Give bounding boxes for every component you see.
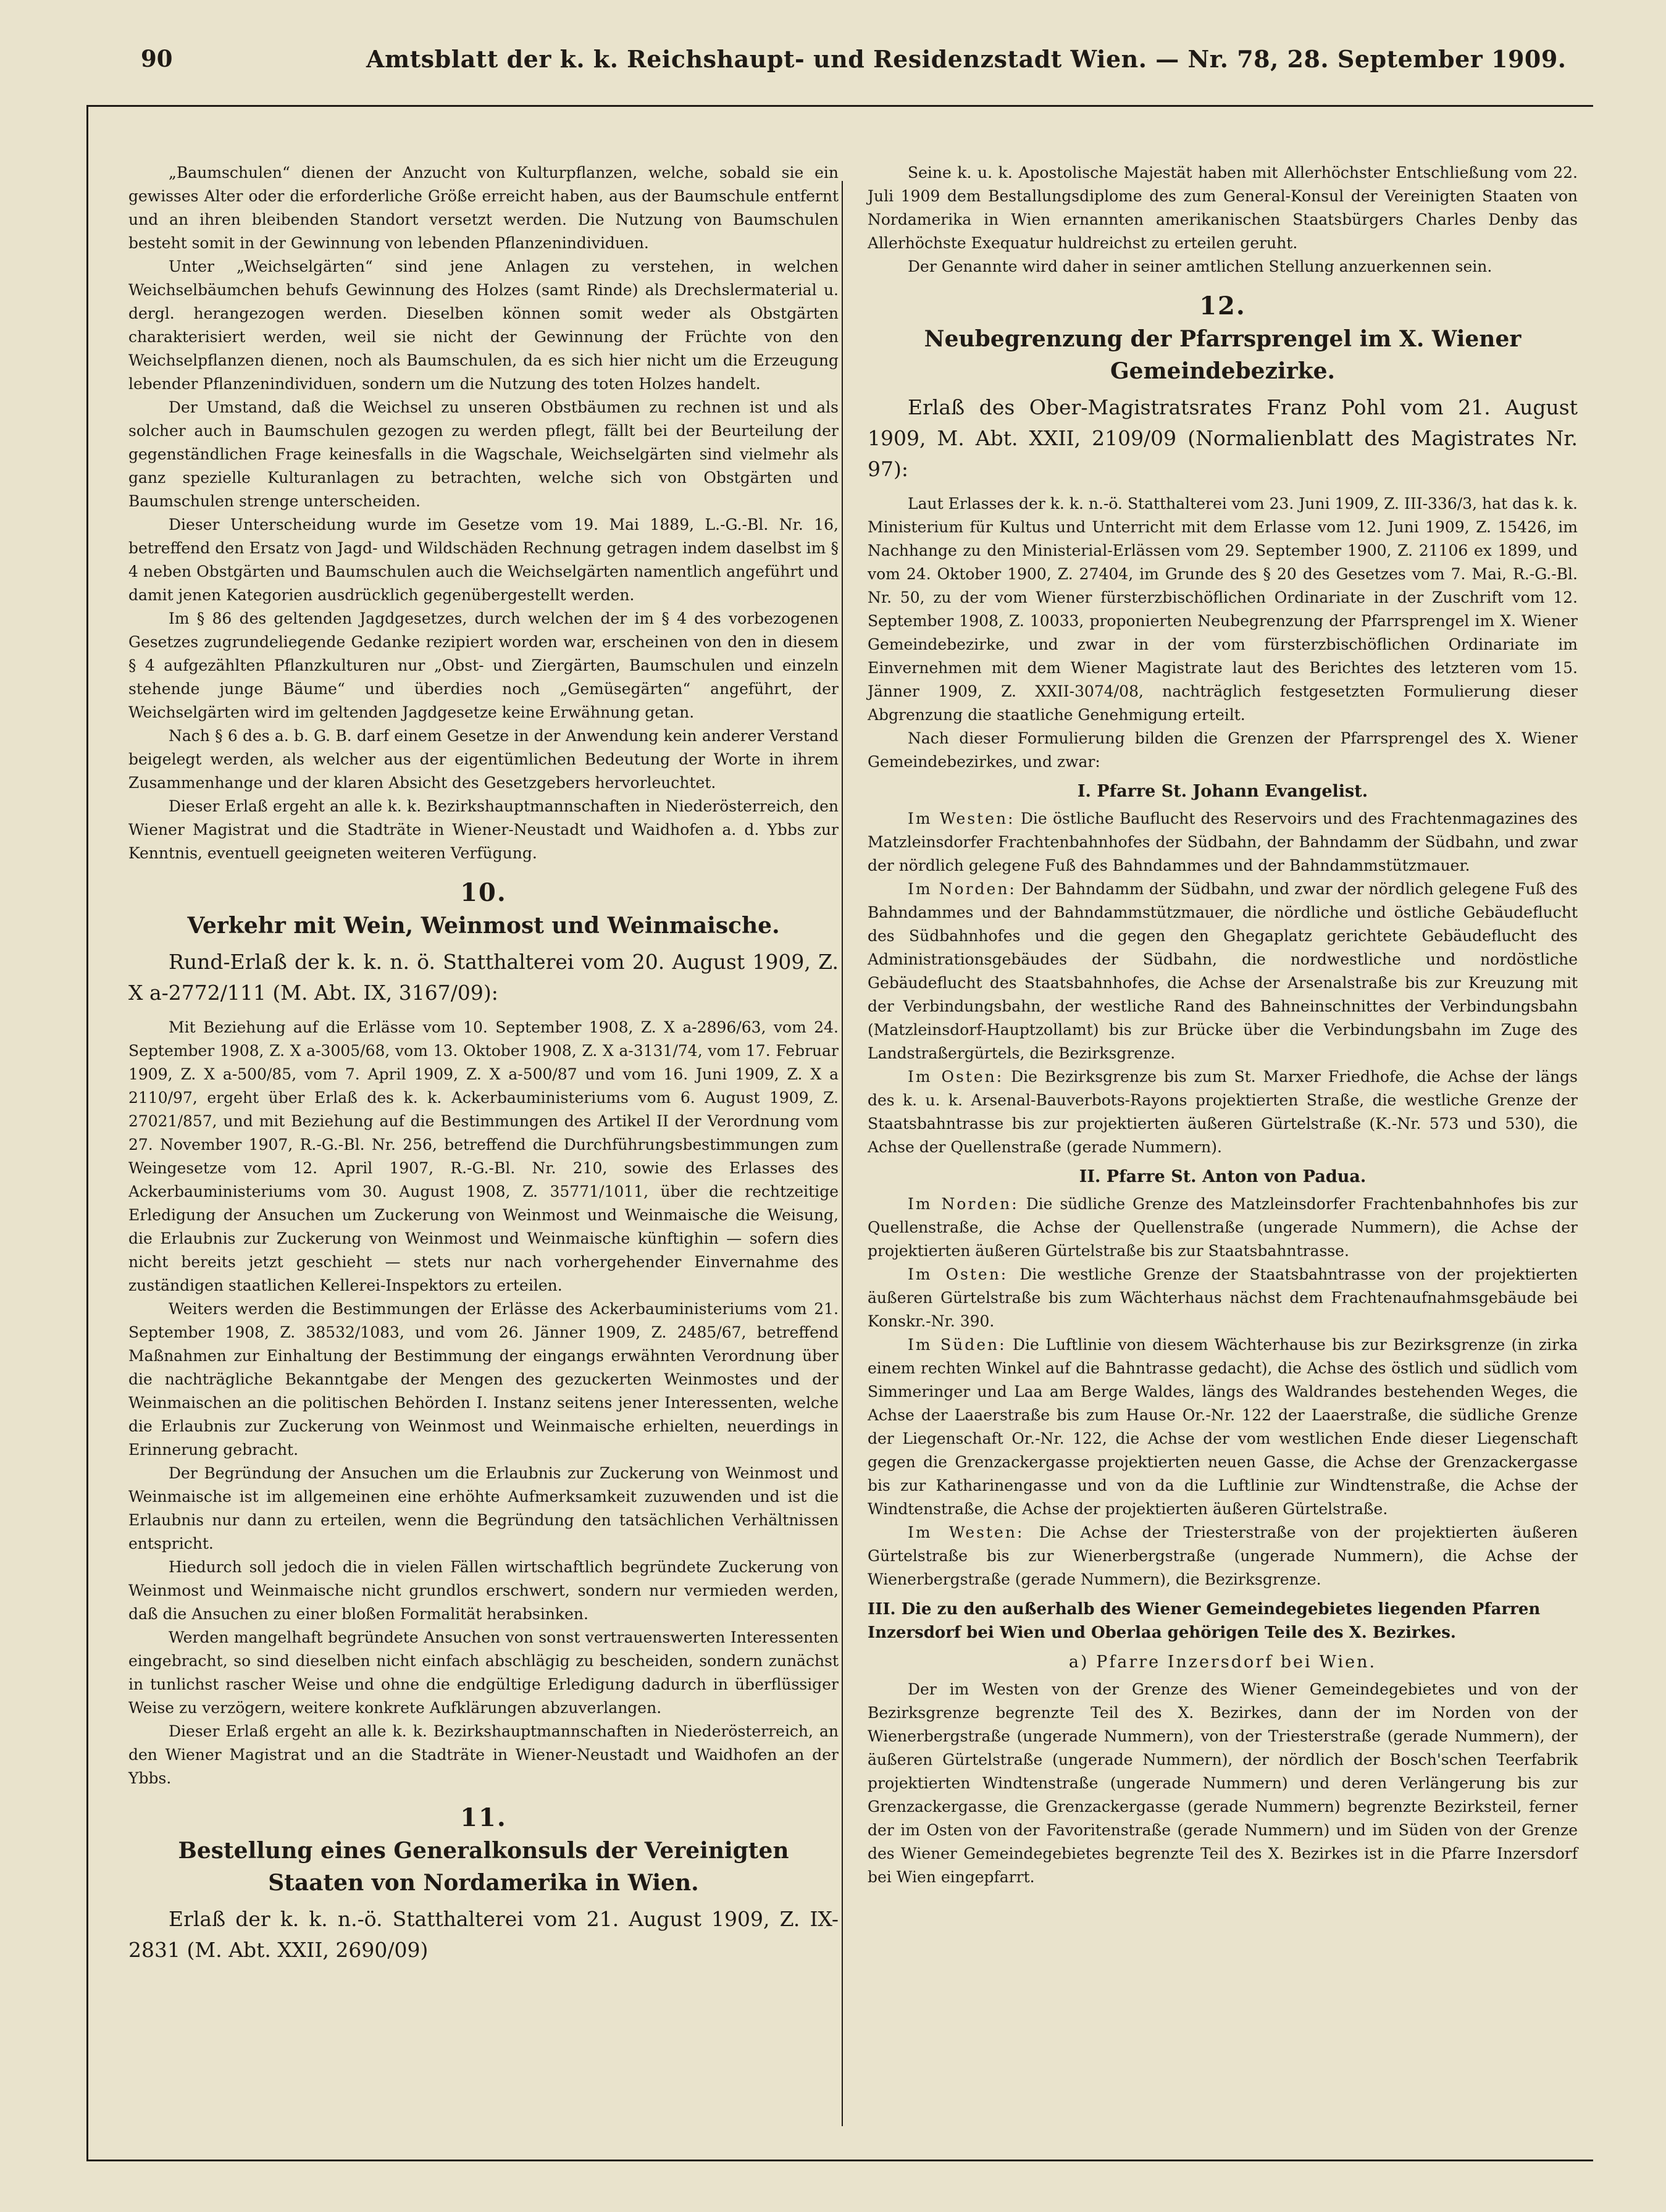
paragraph: Nach § 6 des a. b. G. B. darf einem Gesetze in der Anwendung kein anderer Verstand beigelegt werden, als welcher aus der eigentümlichen Bedeutung der Worte in ihrem Zusammenhange und der klaren Absicht des Gesetzgebers hervorleuchtet.: [128, 727, 839, 792]
boundary-text: Die Achse der Triesterstraße von der projektierten äußeren Gürtelstraße bis zur Wienerbergstraße (ungerade Nummern), die Achse der Wienerbergstraße (gerade Nummern), die Bezirksgrenze.: [868, 1523, 1578, 1588]
section-title: Neubegrenzung der Pfarrsprengel im X. Wiener Gemeindebezirke.: [924, 326, 1522, 384]
boundary-paragraph: [868, 1065, 1578, 1159]
boundary-paragraph: [868, 807, 1578, 878]
section-number: 11.: [460, 1803, 507, 1832]
page-header: [88, 34, 1595, 71]
boundary-paragraph: [868, 1521, 1578, 1591]
paragraph: Der im Westen von der Grenze des Wiener Gemeindegebietes und von der Bezirksgrenze begrenzte Teil des X. Bezirkes, dann der im Norden von der Wienerbergstraße (ungerade Nummern), von der Triesterstraße (gerade Nummern), der äußeren Gürtelstraße (ungerade Nummern), der nördlich der Bosch'schen Teerfabrik projektierten Windtenstraße (ungerade Nummern) und deren Verlängerung bis zur Grenzackergasse, die Grenzackergasse (gerade Nummern) begrenzte Bezirksteil, ferner der im Osten von der Favoritenstraße (gerade Nummern) und im Süden von der Grenze des Wiener Gemeindegebietes begrenzte Teil des X. Bezirkes ist in die Pfarre Inzersdorf bei Wien eingepfarrt.: [868, 1680, 1578, 1886]
boundary-paragraph: [868, 1263, 1578, 1333]
direction-label: Im Westen:: [908, 1523, 1024, 1541]
boundary-text: Die westliche Grenze der Staatsbahntrasse von der projektierten äußeren Gürtelstraße bis zum Wächterhaus nächst dem Frachtenaufnahmsgebäude bei Konskr.-Nr. 390.: [868, 1265, 1578, 1330]
parish-heading: III. Die zu den außerhalb des Wiener Gemeindegebietes liegenden Pfarren Inzersdorf bei Wien und Oberlaa gehörigen Teile des X. Bezirkes.: [868, 1600, 1541, 1642]
parish-subheading: a) Pfarre Inzersdorf bei Wien.: [1068, 1653, 1377, 1672]
section-decree: Erlaß des Ober-Magistratsrates Franz Pohl vom 21. August 1909, M. Abt. XXII, 2109/09 (Normalienblatt des Magistrates Nr. 97):: [868, 395, 1578, 481]
parish-heading: II. Pfarre St. Anton von Padua.: [1079, 1167, 1367, 1186]
paragraph: Werden mangelhaft begründete Ansuchen von sonst vertrauenswerten Interessenten eingebracht, so sind dieselben nicht einfach abschlägig zu bescheiden, sondern zunächst in tunlichst rascher Weise und ohne die endgültige Erledigung dadurch in überflüssiger Weise zu verzögern, weitere konkrete Aufklärungen abzuverlangen.: [128, 1628, 839, 1717]
column-divider: [842, 181, 843, 2126]
boundary-paragraph: [868, 878, 1578, 1065]
paragraph: „Baumschulen“ dienen der Anzucht von Kulturpflanzen, welche, sobald sie ein gewisses Alter oder die erforderliche Größe erreicht haben, aus der Baumschule entfernt und an ihren bleibenden Standort versetzt werden. Die Nutzung von Baumschulen besteht somit in der Gewinnung von lebenden Pflanzenindividuen.: [128, 164, 839, 252]
paragraph: Der Umstand, daß die Weichsel zu unseren Obstbäumen zu rechnen ist und als solcher auch in Baumschulen gezogen zu werden pflegt, fällt bei der Beurteilung der gegenständlichen Frage keinesfalls in die Wagschale, Weichselgärten sind vielmehr als ganz spezielle Kulturanlagen zu betrachten, welche sich von Obstgärten und Baumschulen strenge unterscheiden.: [128, 398, 839, 510]
section-title: Verkehr mit Wein, Weinmost und Weinmaische.: [187, 913, 780, 939]
left-column: [128, 161, 839, 1973]
boundary-text: Die Bezirksgrenze bis zum St. Marxer Friedhofe, die Achse der längs des k. u. k. Arsenal-Bauverbots-Rayons projektierten Straße, die westliche Grenze der Staatsbahntrasse bis zur projektierten äußeren Gürtelstraße (K.-Nr. 573 und 530), die Achse der Quellenstraße (gerade Nummern).: [868, 1068, 1578, 1156]
boundary-text: Die östliche Bauflucht des Reservoirs und des Frachtenmagazines des Matzleinsdorfer Frachtenbahnhofes der Südbahn, der Bahndamm der Südbahn, und zwar der nördlich gelegene Fuß des Bahndammes und der Bahndammstützmauer.: [868, 810, 1578, 874]
section-decree: Rund-Erlaß der k. k. n. ö. Statthalterei vom 20. August 1909, Z. X a-2772/111 (M. Abt. IX, 3167/09):: [128, 950, 839, 1005]
parish-heading: I. Pfarre St. Johann Evangelist.: [1077, 782, 1368, 801]
boundary-text: Der Bahndamm der Südbahn, und zwar der nördlich gelegene Fuß des Bahndammes und der Bahndammstützmauer, die nördliche und östliche Gebäudeflucht des Südbahnhofes und die gegen den Ghegaplatz gerichtete Gebäudeflucht des Administrationsgebäudes der Südbahn, die nordwestliche und nordöstliche Gebäudeflucht des Staatsbahnhofes, die Achse der Arsenalstraße bis zur Kreuzung mit der Verbindungsbahn, der westliche Rand des Bahneinschnittes der Verbindungsbahn (Matzleinsdorf-Hauptzollamt) bis zur Brücke über die Verbindungsbahn im Zuge des Landstraßergürtels, die Bezirksgrenze.: [868, 880, 1578, 1062]
paragraph: Laut Erlasses der k. k. n.-ö. Statthalterei vom 23. Juni 1909, Z. III-336/3, hat das k. k. Ministerium für Kultus und Unterricht mit dem Erlasse vom 12. Juni 1909, Z. 15426, im Nachhange zu den Ministerial-Erlässen vom 29. September 1900, Z. 21106 ex 1899, und vom 24. Oktober 1900, Z. 27404, im Grunde des § 20 des Gesetzes vom 7. Mai, R.-G.-Bl. Nr. 50, zu der vom Wiener fürsterzbischöflichen Ordinariate in der Zuschrift vom 12. September 1908, Z. 10033, proponierten Neubegrenzung der Pfarrsprengel im X. Wiener Gemeindebezirke, und zwar in der vom fürsterzbischöflichen Ordinariate im Einvernehmen mit dem Wiener Magistrate laut des Berichtes des letzteren vom 15. Jänner 1909, Z. XXII-3074/08, nachträglich festgesetzten Formulierung dieser Abgrenzung die staatliche Genehmigung erteilt.: [868, 495, 1578, 724]
paragraph: Nach dieser Formulierung bilden die Grenzen der Pfarrsprengel des X. Wiener Gemeindebezirkes, und zwar:: [868, 729, 1578, 771]
boundary-text: Die Luftlinie von diesem Wächterhause bis zur Bezirksgrenze (in zirka einem rechten Winkel auf die Bahntrasse gedacht), die Achse des östlich und südlich vom Simmeringer und Laa am Berge Waldes, längs des Waldrandes bestehenden Weges, die Achse der Laaerstraße bis zum Hause Or.-Nr. 122 der Laaerstraße, die südliche Grenze der Liegenschaft Or.-Nr. 122, die Achse der vom westlichen Ende dieser Liegenschaft gegen die Grenzackergasse projektierten neuen Gasse, die Achse der Grenzackergasse bis zur Katharinengasse und von da die Luftlinie zur Windtenstraße, die Achse der Windtenstraße, die Achse der projektierten äußeren Gürtelstraße.: [868, 1336, 1578, 1518]
paragraph: Seine k. u. k. Apostolische Majestät haben mit Allerhöchster Entschließung vom 22. Juli 1909 dem Bestallungsdiplome des zum General-Konsul der Vereinigten Staaten von Nordamerika in Wien ernannten amerikanischen Staatsbürgers Charles Denby das Allerhöchste Exequatur huldreichst zu erteilen geruht.: [868, 164, 1578, 252]
direction-label: Im Westen:: [908, 810, 1015, 827]
page-frame: [86, 45, 1593, 2161]
right-column: [868, 161, 1578, 1889]
page-number: 90: [141, 45, 173, 72]
paragraph: Der Genannte wird daher in seiner amtlichen Stellung anzuerkennen sein.: [908, 258, 1492, 275]
boundary-paragraph: [868, 1333, 1578, 1521]
direction-label: Im Osten:: [908, 1265, 1008, 1283]
section-title: Bestellung eines Generalkonsuls der Vereinigten Staaten von Nordamerika in Wien.: [178, 1838, 789, 1896]
paragraph: Im § 86 des geltenden Jagdgesetzes, durch welchen der im § 4 des vorbezogenen Gesetzes zugrundeliegende Gedanke rezipiert worden war, erscheinen von den in diesem § 4 aufgezählten Pflanzkulturen nur „Obst- und Ziergärten, Baumschulen und einzeln stehende junge Bäume“ und überdies noch „Gemüsegärten“ angeführt, der Weichselgärten wird im geltenden Jagdgesetze keine Erwähnung getan.: [128, 610, 839, 721]
paragraph: Hiedurch soll jedoch die in vielen Fällen wirtschaftlich begründete Zuckerung von Weinmost und Weinmaische nicht grundlos erschwert, sondern nur vermieden werden, daß die Ansuchen zu einer bloßen Formalität herabsinken.: [128, 1558, 839, 1623]
paragraph: Dieser Erlaß ergeht an alle k. k. Bezirkshauptmannschaften in Niederösterreich, an den Wiener Magistrat und an die Stadträte in Wiener-Neustadt und Waidhofen an der Ybbs.: [128, 1722, 839, 1787]
direction-label: Im Osten:: [908, 1068, 1004, 1086]
boundary-text: Die südliche Grenze des Matzleinsdorfer Frachtenbahnhofes bis zur Quellenstraße, die Achse der Quellenstraße (ungerade Nummern), die Achse der projektierten äußeren Gürtelstraße bis zur Staatsbahntrasse.: [868, 1195, 1578, 1260]
paragraph: Weiters werden die Bestimmungen der Erlässe des Ackerbauministeriums vom 21. September 1908, Z. 38532/1083, und vom 26. Jänner 1909, Z. 2485/67, betreffend Maßnahmen zur Einhaltung der Bestimmung der eingangs erwähnten Verordnung über die nachträgliche Bekanntgabe der Mengen des gezuckerten Weinmostes und der Weinmaischen an die politischen Behörden I. Instanz seitens jener Interessenten, welche die Erlaubnis zur Zuckerung von Weinmost und Weinmaische erhielten, neuerdings in Erinnerung gebracht.: [128, 1300, 839, 1459]
section-decree: Erlaß der k. k. n.-ö. Statthalterei vom 21. August 1909, Z. IX-2831 (M. Abt. XXII, 2690/09): [128, 1907, 839, 1962]
paragraph: Unter „Weichselgärten“ sind jene Anlagen zu verstehen, in welchen Weichselbäumchen behufs Gewinnung des Holzes (samt Rinde) als Drechslermaterial u. dergl. herangezogen werden. Dieselben können somit weder als Obstgärten charakterisiert werden, weil sie nicht der Gewinnung der Früchte von den Weichselpflanzen dienen, noch als Baumschulen, da es sich hier nicht um die Erzeugung lebender Pflanzenindividuen, sondern um die Nutzung des toten Holzes handelt.: [128, 258, 839, 393]
paragraph: Dieser Erlaß ergeht an alle k. k. Bezirkshauptmannschaften in Niederösterreich, den Wiener Magistrat und die Stadträte in Wiener-Neustadt und Waidhofen a. d. Ybbs zur Kenntnis, eventuell geeigneten weiteren Verfügung.: [128, 797, 839, 862]
paragraph: Dieser Unterscheidung wurde im Gesetze vom 19. Mai 1889, L.-G.-Bl. Nr. 16, betreffend den Ersatz von Jagd- und Wildschäden Rechnung getragen indem daselbst im § 4 neben Obstgärten und Baumschulen auch die Weichselgärten namentlich angeführt und damit jenen Kategorien ausdrücklich gegenübergestellt werden.: [128, 516, 839, 604]
paragraph: Der Begründung der Ansuchen um die Erlaubnis zur Zuckerung von Weinmost und Weinmaische ist im allgemeinen eine erhöhte Aufmerksamkeit zuzuwenden und ist die Erlaubnis nur dann zu erteilen, wenn die Begründung den tatsächlichen Verhältnissen entspricht.: [128, 1464, 839, 1552]
section-number: 12.: [1199, 291, 1246, 320]
paragraph: Mit Beziehung auf die Erlässe vom 10. September 1908, Z. X a-2896/63, vom 24. September 1908, Z. X a-3005/68, vom 13. Oktober 1908, Z. X a-3131/74, vom 17. Februar 1909, Z. X a-500/85, vom 7. April 1909, Z. X a-500/87 und vom 16. Juni 1909, Z. X a 2110/97, ergeht über Erlaß des k. k. Ackerbauministeriums vom 6. August 1909, Z. 27021/857, und mit Beziehung auf die Bestimmungen des Artikel II der Verordnung vom 27. November 1907, R.-G.-Bl. Nr. 256, betreffend die Durchführungsbestimmungen zum Weingesetze vom 12. April 1907, R.-G.-Bl. Nr. 210, sowie des Erlasses des Ackerbauministeriums vom 30. August 1908, Z. 35771/1011, über die rechtzeitige Erledigung der Ansuchen um Zuckerung von Weinmost und Weinmaische die Weisung, die Erlaubnis zur Zuckerung von Weinmost und Weinmaische künftighin — sofern dies nicht bereits jetzt geschieht — stets nur nach vorhergehender Einvernahme des zuständigen staatlichen Kellerei-Inspektors zu erteilen.: [128, 1018, 839, 1294]
journal-title: Amtsblatt der k. k. Reichshaupt- und Residenzstadt Wien. — Nr. 78, 28. September 1909.: [366, 45, 1567, 73]
boundary-paragraph: [868, 1192, 1578, 1263]
direction-label: Im Norden:: [908, 1195, 1019, 1213]
direction-label: Im Süden:: [908, 1336, 1007, 1354]
direction-label: Im Norden:: [908, 880, 1016, 898]
section-number: 10.: [460, 878, 507, 907]
